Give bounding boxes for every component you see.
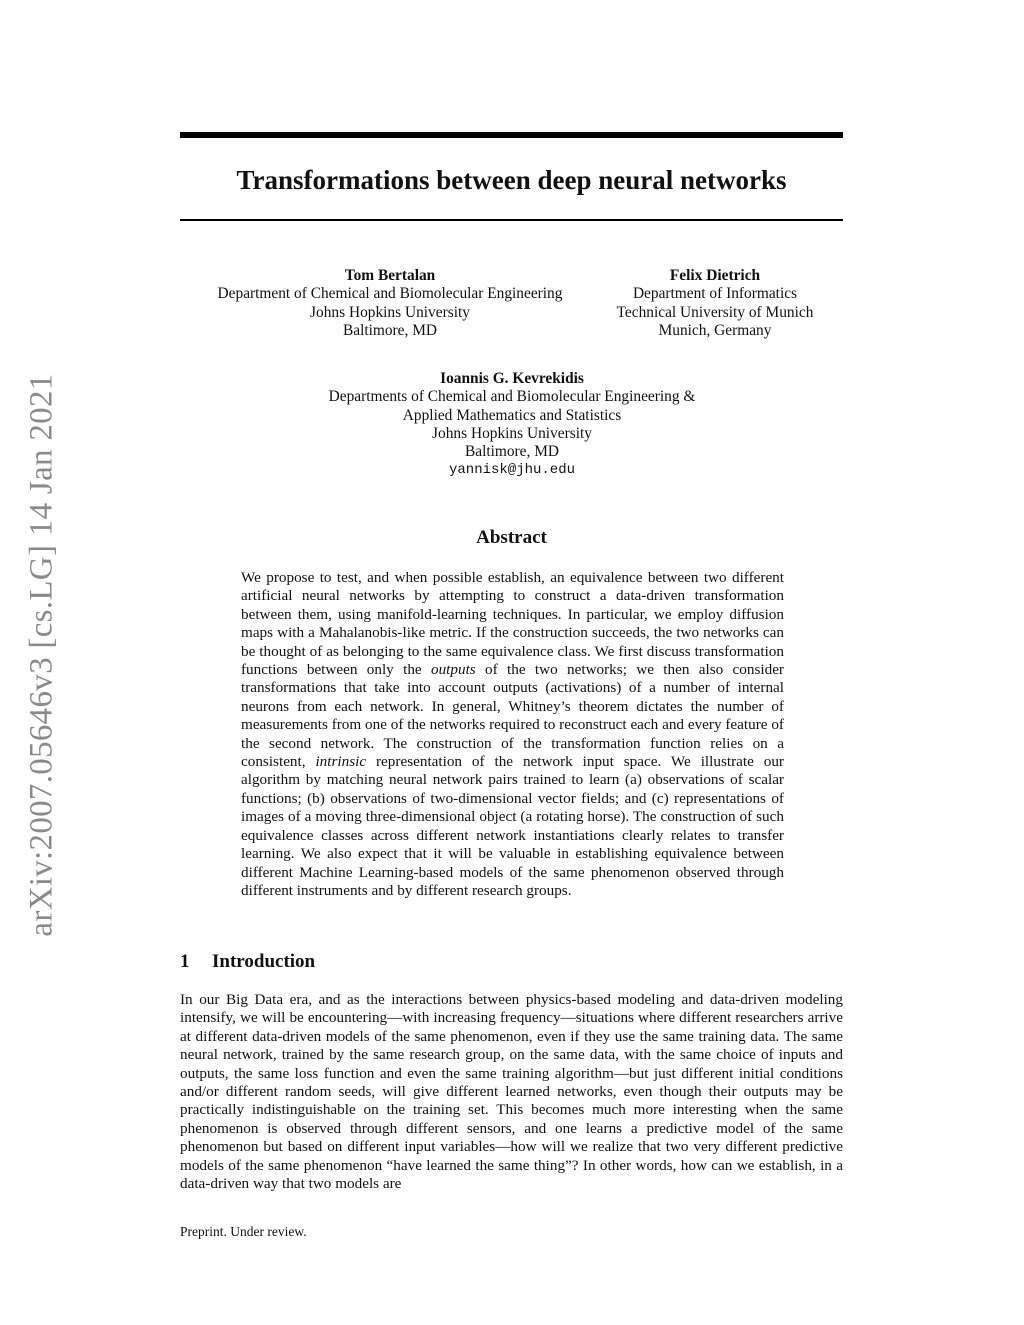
author-name: Tom Bertalan: [344, 267, 436, 284]
abstract-emphasis-outputs: outputs: [430, 661, 476, 679]
author-block-bertalan: [190, 267, 590, 340]
preprint-footer: Preprint. Under review.: [180, 1224, 307, 1239]
author-name: Ioannis G. Kevrekidis: [440, 370, 584, 387]
abstract-text-part: of the two networks; we then also consider transformations that take into account outputs (activations) of a number of internal neurons from each network. In general, Whitney’s theorem dictates the number of measurements from one of the networks required to reconstruct each and every feature of the second network. The construction of the transformation function relies on a consistent,: [241, 661, 784, 771]
abstract-text-part: We propose to test, and when possible establish, an equivalence between two different artificial neural networks by attempting to construct a data-driven transformation between them, using manifold-learning techniques. In particular, we employ diffusion maps with a Mahalanobis-like metric. If the construction succeeds, the two networks can be thought of as belonging to the same equivalence class. We first discuss transformation functions between only the: [241, 569, 784, 679]
author-affiliation-line: Department of Informatics: [632, 285, 798, 303]
author-affiliation-line: Department of Chemical and Biomolecular Engineering: [217, 285, 563, 303]
author-affiliation-line: Munich, Germany: [658, 321, 772, 339]
arxiv-identifier-text: arXiv:2007.05646v3 [cs.LG] 14 Jan 2021: [23, 373, 60, 937]
abstract-heading: Abstract: [476, 527, 547, 548]
author-name: Felix Dietrich: [669, 267, 761, 284]
author-affiliation-line: Technical University of Munich: [616, 303, 814, 321]
title-top-rule: [180, 132, 843, 138]
abstract-emphasis-intrinsic: intrinsic: [315, 753, 367, 771]
section-heading: [180, 951, 315, 973]
author-affiliation-line: Baltimore, MD: [464, 443, 560, 461]
title-bottom-rule: [180, 219, 843, 221]
author-email: yannisk@jhu.edu: [448, 462, 576, 479]
author-block-dietrich: [590, 267, 840, 340]
abstract-text: [241, 569, 784, 900]
author-affiliation-line: Johns Hopkins University: [432, 424, 592, 442]
abstract-text-part: representation of the network input space. We illustrate our algorithm by matching neural network pairs trained to learn (a) observations of scalar functions; (b) observations of two-dimensional vector fields; and (c) representations of images of a moving three-dimensional object (a rotating horse). The construction of such equivalence classes across different network instantiations clearly relates to transfer learning. We also expect that it will be valuable in establishing equivalence between different Machine Learning-based models of the same phenomenon observed through different instruments and by different research groups.: [241, 753, 784, 899]
author-affiliation-line: Departments of Chemical and Biomolecular Engineering &: [328, 388, 696, 406]
author-affiliation-line: Baltimore, MD: [342, 321, 438, 339]
section-title: Introduction: [212, 951, 316, 972]
section-number: 1: [180, 951, 190, 972]
paper-title: Transformations between deep neural networks: [236, 165, 787, 195]
author-affiliation-line: Applied Mathematics and Statistics: [402, 406, 622, 424]
introduction-text: In our Big Data era, and as the interactions between physics-based modeling and data-driven modeling intensify, we will be encountering—with increasing frequency—situations where different researchers arrive at different data-driven models of the same phenomenon, even if they use the same training data. The same neural network, trained by the same research group, on the same data, with the same choice of inputs and outputs, the same loss function and even the same training algorithm—but just different initial conditions and/or different random seeds, will give different learned networks, even though their outputs may be practically indistinguishable on the training set. This becomes much more interesting when the same phenomenon is observed through different sensors, and one learns a predictive model of the same phenomenon but based on different input variables—how will we realize that two very different predictive models of the same phenomenon “have learned the same thing”? In other words, how can we establish, in a data-driven way that two models are: [180, 991, 843, 1193]
author-affiliation-line: Johns Hopkins University: [310, 303, 470, 321]
author-block-kevrekidis: [262, 370, 762, 480]
